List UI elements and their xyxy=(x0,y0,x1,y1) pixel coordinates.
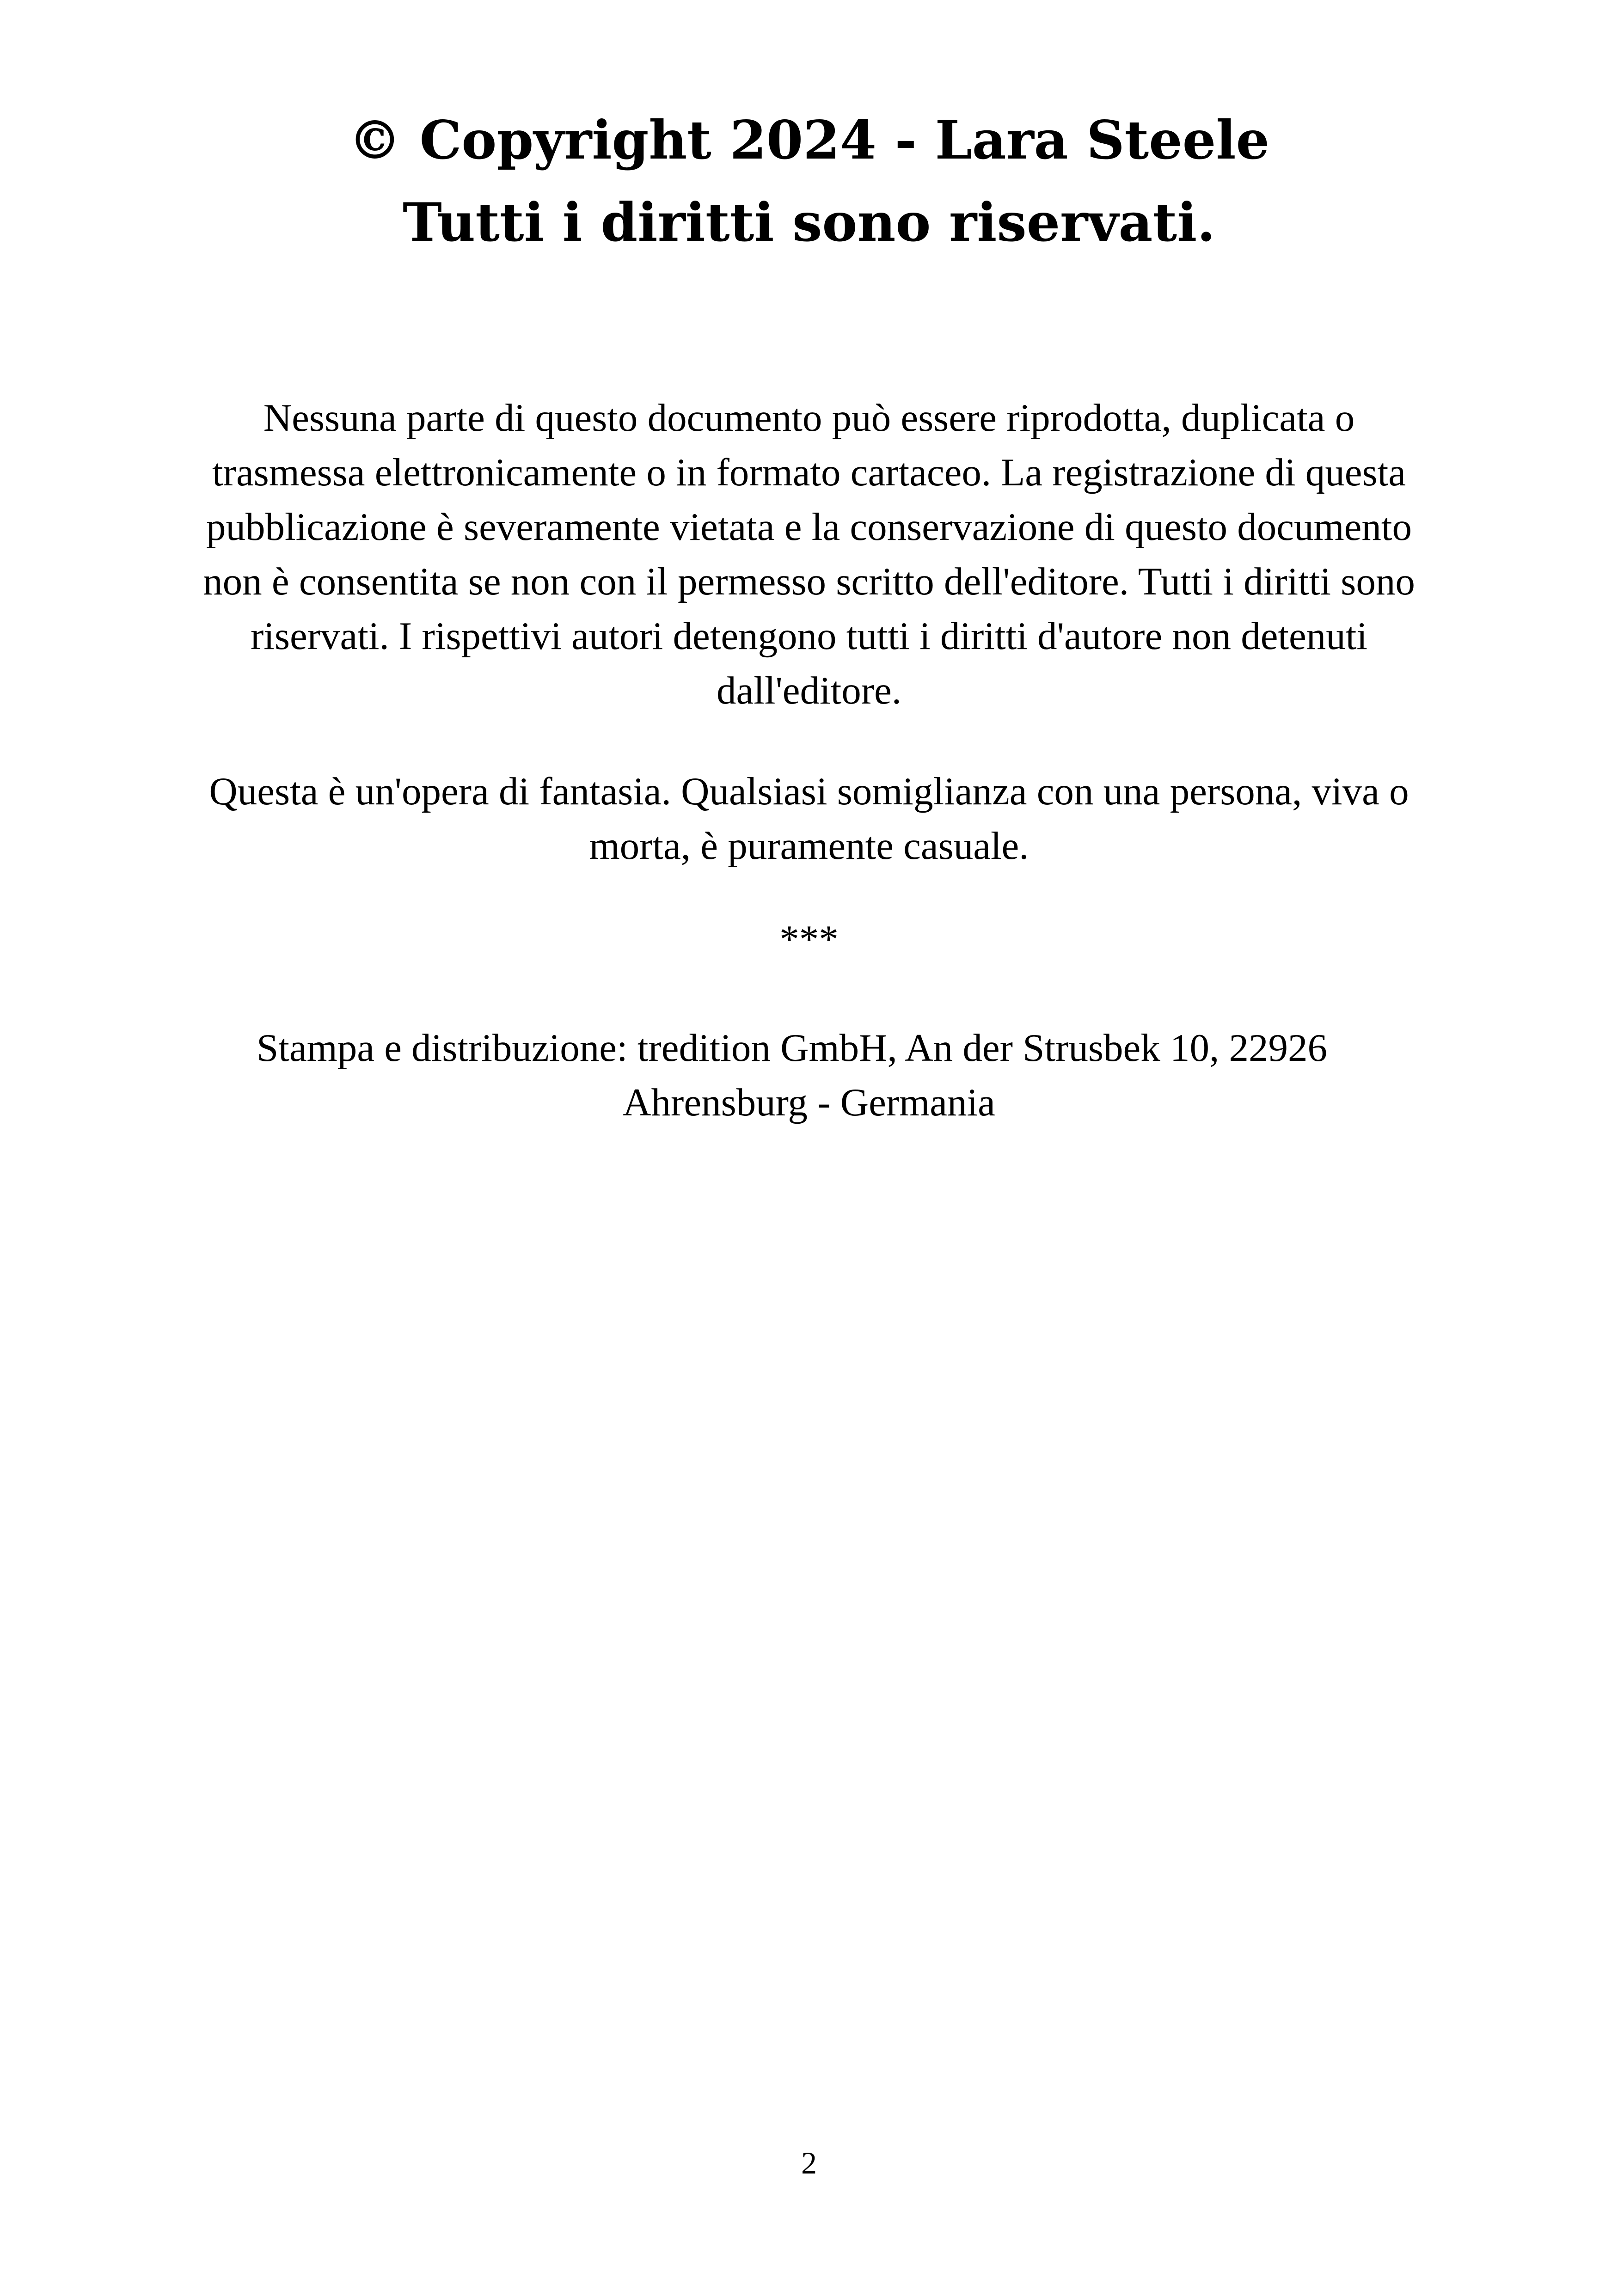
page-number: 2 xyxy=(801,2145,817,2180)
legal-notice-line: non è consentita se non con il permesso scritto dell'editore. Tutti i diritti sono xyxy=(203,560,1415,603)
legal-notice-line: pubblicazione è severamente vietata e la conservazione di questo documento xyxy=(206,505,1412,549)
fiction-notice-line: Questa è un'opera di fantasia. Qualsiasi somiglianza con una persona, viva o xyxy=(209,770,1409,813)
legal-notice-line: dall'editore. xyxy=(716,669,901,712)
legal-notice-line: riservati. I rispettivi autori detengono tutti i diritti d'autore non detenuti xyxy=(250,614,1368,658)
publisher-line: Stampa e distribuzione: tredition GmbH, An der Strusbek 10, 22926 xyxy=(257,1026,1327,1070)
legal-notice-line: trasmessa elettronicamente o in formato cartaceo. La registrazione di questa xyxy=(212,451,1406,494)
copyright-title: © Copyright 2024 - Lara Steele xyxy=(348,109,1270,171)
publisher-line: Ahrensburg - Germania xyxy=(623,1081,995,1124)
rights-reserved-title: Tutti i diritti sono riservati. xyxy=(403,191,1215,253)
section-separator: *** xyxy=(779,918,839,961)
fiction-notice-line: morta, è puramente casuale. xyxy=(589,824,1029,868)
legal-notice-line: Nessuna parte di questo documento può essere riprodotta, duplicata o xyxy=(263,396,1355,440)
